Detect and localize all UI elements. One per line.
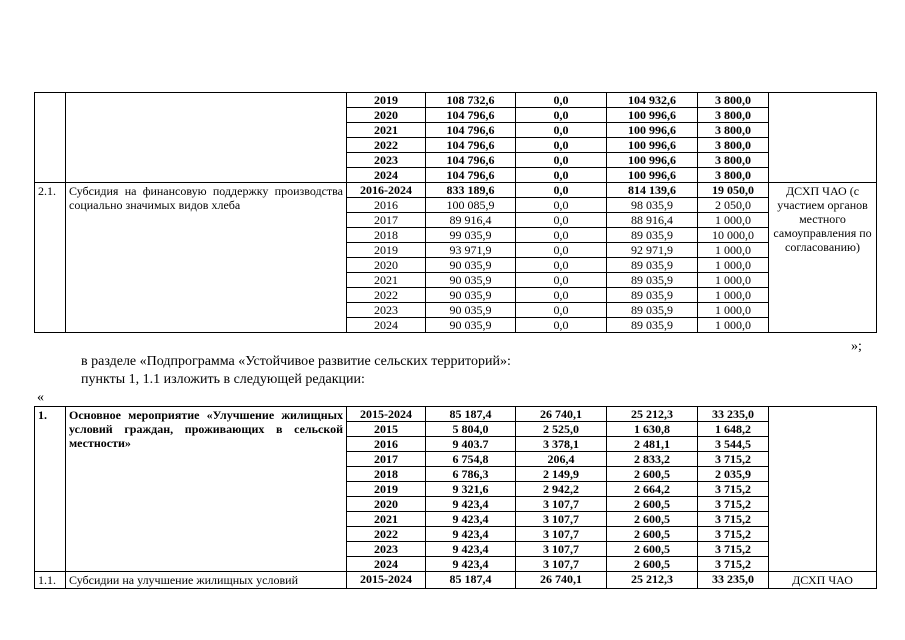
- item-number-cell: 1.: [35, 407, 66, 572]
- table-row: [35, 407, 877, 422]
- federal-budget-cell: 0,0: [516, 198, 607, 213]
- year-cell: 2024: [347, 168, 426, 183]
- year-cell: 2016: [347, 198, 426, 213]
- federal-budget-cell: 0,0: [516, 288, 607, 303]
- federal-budget-cell: 0,0: [516, 273, 607, 288]
- year-cell: 2022: [347, 138, 426, 153]
- total-cell: 85 187,4: [426, 407, 516, 422]
- district-budget-cell: 100 996,6: [607, 153, 698, 168]
- year-cell: 2021: [347, 123, 426, 138]
- district-budget-cell: 2 481,1: [607, 437, 698, 452]
- district-budget-cell: 25 212,3: [607, 407, 698, 422]
- organization-cell: ДСХП ЧАО: [769, 572, 877, 589]
- district-budget-cell: 100 996,6: [607, 123, 698, 138]
- federal-budget-cell: 0,0: [516, 183, 607, 198]
- closing-quote-mark: »;: [851, 339, 862, 354]
- district-budget-cell: 89 035,9: [607, 258, 698, 273]
- organization-cell: [769, 407, 877, 572]
- local-budget-cell: 3 544,5: [698, 437, 769, 452]
- district-budget-cell: 89 035,9: [607, 303, 698, 318]
- district-budget-cell: 2 833,2: [607, 452, 698, 467]
- local-budget-cell: 3 800,0: [698, 153, 769, 168]
- organization-cell: [769, 93, 877, 183]
- federal-budget-cell: 2 525,0: [516, 422, 607, 437]
- federal-budget-cell: 26 740,1: [516, 407, 607, 422]
- district-budget-cell: 2 600,5: [607, 512, 698, 527]
- local-budget-cell: 3 800,0: [698, 123, 769, 138]
- total-cell: 9 423,4: [426, 557, 516, 572]
- section-paragraph: в разделе «Подпрограмма «Устойчивое развитие сельских территорий»:: [81, 354, 511, 369]
- budget-table-upper: [34, 92, 877, 333]
- local-budget-cell: 19 050,0: [698, 183, 769, 198]
- federal-budget-cell: 3 107,7: [516, 542, 607, 557]
- year-cell: 2020: [347, 258, 426, 273]
- district-budget-cell: 1 630,8: [607, 422, 698, 437]
- total-cell: 6 754,8: [426, 452, 516, 467]
- local-budget-cell: 1 000,0: [698, 243, 769, 258]
- total-cell: 9 423,4: [426, 512, 516, 527]
- number-cell: [35, 93, 66, 183]
- year-cell: 2016-2024: [347, 183, 426, 198]
- total-cell: 104 796,6: [426, 123, 516, 138]
- federal-budget-cell: 0,0: [516, 123, 607, 138]
- total-cell: 104 796,6: [426, 153, 516, 168]
- item-description-cell: Основное мероприятие «Улучшение жилищных условий граждан, проживающих в сельской местности»: [66, 407, 347, 572]
- year-cell: 2024: [347, 557, 426, 572]
- district-budget-cell: 100 996,6: [607, 108, 698, 123]
- federal-budget-cell: 0,0: [516, 168, 607, 183]
- total-cell: 99 035,9: [426, 228, 516, 243]
- total-cell: 104 796,6: [426, 108, 516, 123]
- local-budget-cell: 2 050,0: [698, 198, 769, 213]
- year-cell: 2017: [347, 452, 426, 467]
- federal-budget-cell: 0,0: [516, 213, 607, 228]
- federal-budget-cell: 3 107,7: [516, 557, 607, 572]
- district-budget-cell: 814 139,6: [607, 183, 698, 198]
- local-budget-cell: 3 715,2: [698, 542, 769, 557]
- district-budget-cell: 89 035,9: [607, 318, 698, 333]
- budget-table-lower: [34, 406, 877, 589]
- federal-budget-cell: 0,0: [516, 228, 607, 243]
- total-cell: 89 916,4: [426, 213, 516, 228]
- year-cell: 2015: [347, 422, 426, 437]
- local-budget-cell: 3 800,0: [698, 168, 769, 183]
- local-budget-cell: 1 000,0: [698, 273, 769, 288]
- federal-budget-cell: 0,0: [516, 318, 607, 333]
- year-cell: 2018: [347, 228, 426, 243]
- total-cell: 104 796,6: [426, 138, 516, 153]
- organization-cell: ДСХП ЧАО (с участием органов местного самоуправления по согласованию): [769, 183, 877, 333]
- federal-budget-cell: 3 378,1: [516, 437, 607, 452]
- year-cell: 2023: [347, 542, 426, 557]
- district-budget-cell: 89 035,9: [607, 273, 698, 288]
- local-budget-cell: 3 715,2: [698, 482, 769, 497]
- year-cell: 2023: [347, 303, 426, 318]
- federal-budget-cell: 3 107,7: [516, 497, 607, 512]
- federal-budget-cell: 3 107,7: [516, 512, 607, 527]
- district-budget-cell: 89 035,9: [607, 228, 698, 243]
- total-cell: 90 035,9: [426, 318, 516, 333]
- year-cell: 2020: [347, 497, 426, 512]
- year-cell: 2020: [347, 108, 426, 123]
- federal-budget-cell: 26 740,1: [516, 572, 607, 589]
- local-budget-cell: 3 715,2: [698, 527, 769, 542]
- year-cell: 2021: [347, 273, 426, 288]
- local-budget-cell: 1 000,0: [698, 288, 769, 303]
- total-cell: 9 423,4: [426, 527, 516, 542]
- year-cell: 2015-2024: [347, 407, 426, 422]
- year-cell: 2015-2024: [347, 572, 426, 589]
- item-description-cell: Субсидии на улучшение жилищных условий: [66, 572, 347, 589]
- district-budget-cell: 25 212,3: [607, 572, 698, 589]
- year-cell: 2016: [347, 437, 426, 452]
- total-cell: 9 403.7: [426, 437, 516, 452]
- district-budget-cell: 2 600,5: [607, 497, 698, 512]
- year-cell: 2024: [347, 318, 426, 333]
- federal-budget-cell: 2 149,9: [516, 467, 607, 482]
- federal-budget-cell: 0,0: [516, 153, 607, 168]
- local-budget-cell: 1 000,0: [698, 213, 769, 228]
- district-budget-cell: 2 600,5: [607, 542, 698, 557]
- year-cell: 2019: [347, 93, 426, 108]
- total-cell: 90 035,9: [426, 288, 516, 303]
- item-description-cell: Субсидия на финансовую поддержку производства социально значимых видов хлеба: [66, 183, 347, 333]
- district-budget-cell: 98 035,9: [607, 198, 698, 213]
- local-budget-cell: 33 235,0: [698, 572, 769, 589]
- local-budget-cell: 3 800,0: [698, 108, 769, 123]
- year-cell: 2019: [347, 243, 426, 258]
- total-cell: 108 732,6: [426, 93, 516, 108]
- local-budget-cell: 2 035,9: [698, 467, 769, 482]
- total-cell: 90 035,9: [426, 303, 516, 318]
- total-cell: 5 804,0: [426, 422, 516, 437]
- district-budget-cell: 92 971,9: [607, 243, 698, 258]
- local-budget-cell: 1 648,2: [698, 422, 769, 437]
- year-cell: 2023: [347, 153, 426, 168]
- year-cell: 2022: [347, 288, 426, 303]
- total-cell: 833 189,6: [426, 183, 516, 198]
- total-cell: 104 796,6: [426, 168, 516, 183]
- total-cell: 6 786,3: [426, 467, 516, 482]
- total-cell: 9 423,4: [426, 542, 516, 557]
- local-budget-cell: 1 000,0: [698, 303, 769, 318]
- federal-budget-cell: 3 107,7: [516, 527, 607, 542]
- local-budget-cell: 33 235,0: [698, 407, 769, 422]
- federal-budget-cell: 2 942,2: [516, 482, 607, 497]
- table-row: [35, 183, 877, 198]
- table-row: [35, 572, 877, 589]
- year-cell: 2017: [347, 213, 426, 228]
- year-cell: 2018: [347, 467, 426, 482]
- federal-budget-cell: 0,0: [516, 303, 607, 318]
- year-cell: 2021: [347, 512, 426, 527]
- federal-budget-cell: 0,0: [516, 258, 607, 273]
- total-cell: 93 971,9: [426, 243, 516, 258]
- total-cell: 90 035,9: [426, 273, 516, 288]
- total-cell: 100 085,9: [426, 198, 516, 213]
- district-budget-cell: 2 664,2: [607, 482, 698, 497]
- district-budget-cell: 88 916,4: [607, 213, 698, 228]
- local-budget-cell: 3 715,2: [698, 452, 769, 467]
- local-budget-cell: 1 000,0: [698, 318, 769, 333]
- federal-budget-cell: 0,0: [516, 108, 607, 123]
- district-budget-cell: 100 996,6: [607, 138, 698, 153]
- district-budget-cell: 2 600,5: [607, 467, 698, 482]
- local-budget-cell: 1 000,0: [698, 258, 769, 273]
- amendment-paragraph: пункты 1, 1.1 изложить в следующей редакции:: [81, 372, 365, 387]
- local-budget-cell: 3 800,0: [698, 138, 769, 153]
- local-budget-cell: 10 000,0: [698, 228, 769, 243]
- federal-budget-cell: 0,0: [516, 243, 607, 258]
- opening-quote-mark: «: [37, 390, 44, 405]
- total-cell: 9 321,6: [426, 482, 516, 497]
- item-number-cell: 1.1.: [35, 572, 66, 589]
- district-budget-cell: 89 035,9: [607, 288, 698, 303]
- local-budget-cell: 3 715,2: [698, 497, 769, 512]
- description-cell: [66, 93, 347, 183]
- total-cell: 9 423,4: [426, 497, 516, 512]
- district-budget-cell: 2 600,5: [607, 557, 698, 572]
- year-cell: 2022: [347, 527, 426, 542]
- total-cell: 90 035,9: [426, 258, 516, 273]
- local-budget-cell: 3 715,2: [698, 512, 769, 527]
- year-cell: 2019: [347, 482, 426, 497]
- district-budget-cell: 104 932,6: [607, 93, 698, 108]
- federal-budget-cell: 206,4: [516, 452, 607, 467]
- federal-budget-cell: 0,0: [516, 138, 607, 153]
- federal-budget-cell: 0,0: [516, 93, 607, 108]
- table-row: [35, 93, 877, 108]
- item-number-cell: 2.1.: [35, 183, 66, 333]
- total-cell: 85 187,4: [426, 572, 516, 589]
- district-budget-cell: 2 600,5: [607, 527, 698, 542]
- local-budget-cell: 3 715,2: [698, 557, 769, 572]
- local-budget-cell: 3 800,0: [698, 93, 769, 108]
- district-budget-cell: 100 996,6: [607, 168, 698, 183]
